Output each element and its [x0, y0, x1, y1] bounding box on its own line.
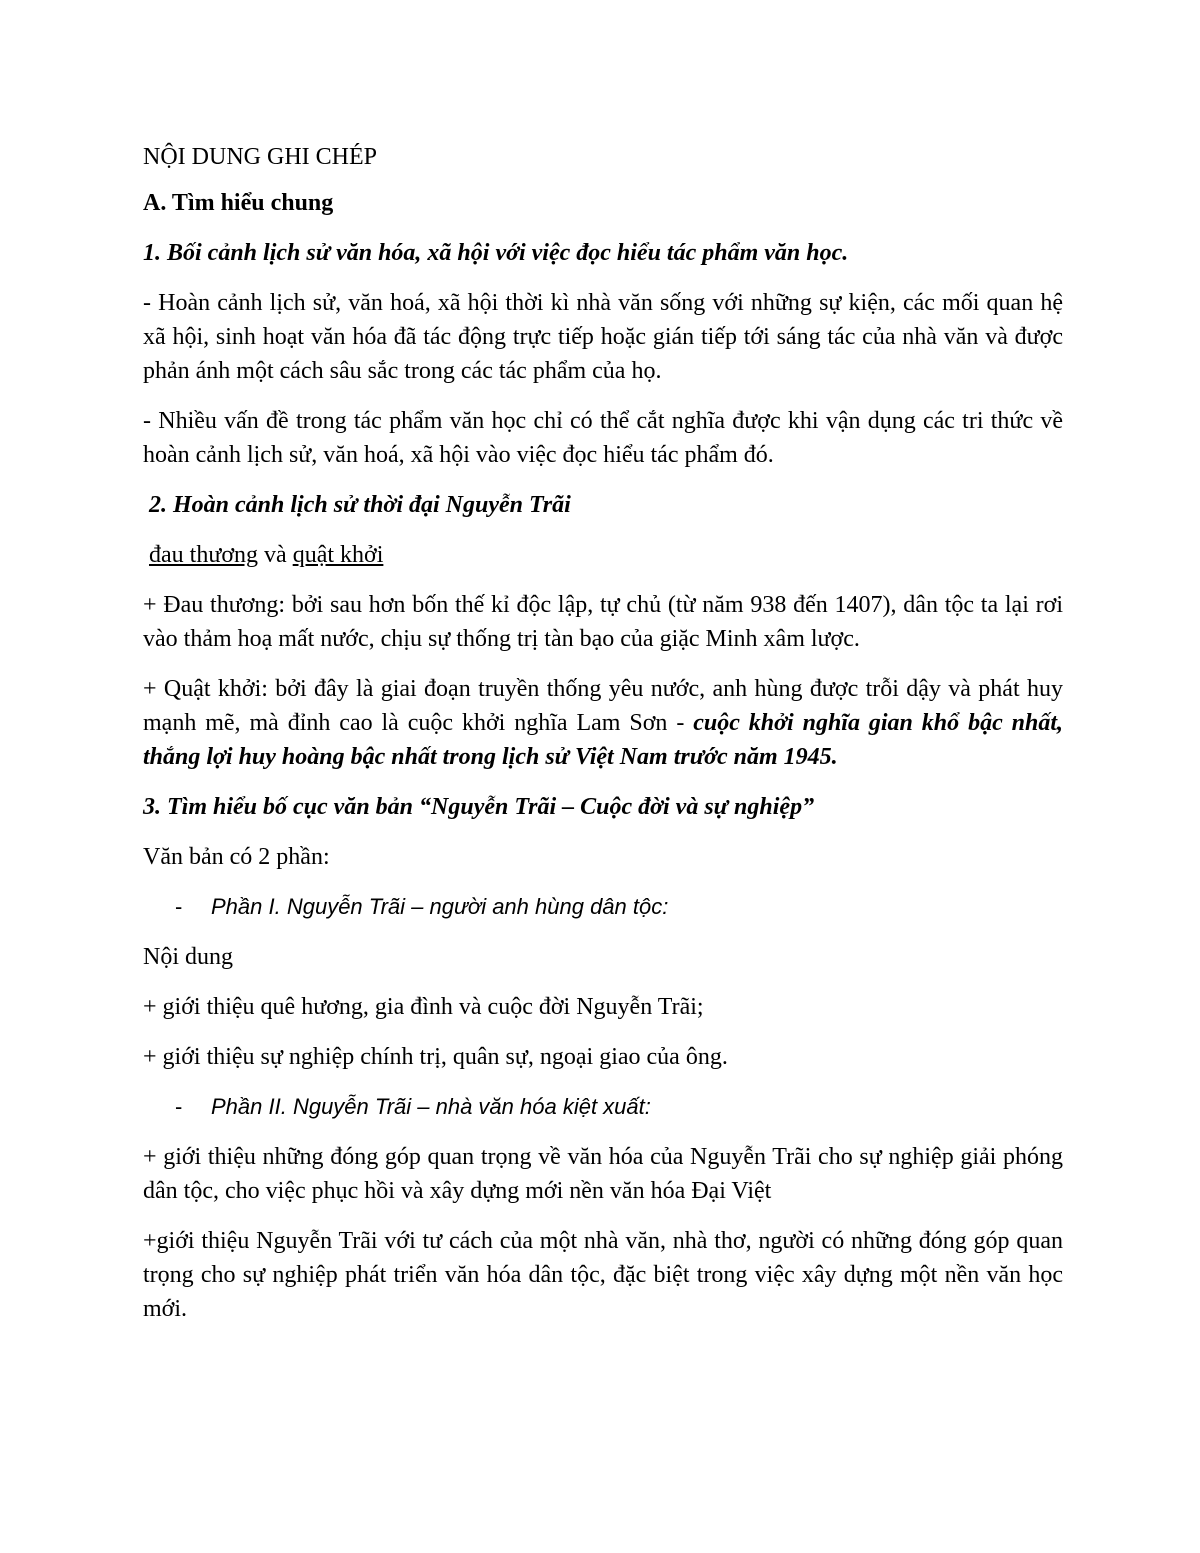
paragraph-6: Nội dung [143, 944, 233, 970]
section-a-heading: A. Tìm hiểu chung [143, 190, 334, 216]
paragraph-3: + Đau thương: bởi sau hơn bốn thế kỉ độc lập, tự chủ (từ năm 938 đến 1407), dân tộc ta lại rơi vào thảm hoạ mất nước, chịu sự thống trị tàn bạo của giặc Minh xâm lược. [143, 592, 1063, 652]
document-title: NỘI DUNG GHI CHÉP [143, 144, 377, 170]
heading-2: 2. Hoàn cảnh lịch sử thời đại Nguyễn Trãi [149, 492, 571, 518]
dash-bullet: - [175, 1094, 183, 1119]
keyword-connector: và [258, 542, 293, 568]
paragraph-4-text: + Quật khởi: bởi đây là giai đoạn truyền thống yêu nước, anh hùng được trỗi dậy và phát huy mạnh mẽ, mà đỉnh cao là cuộc khởi nghĩa Lam Sơn - [143, 676, 1063, 736]
dash-bullet: - [175, 894, 183, 919]
heading-3: 3. Tìm hiểu bố cục văn bản “Nguyễn Trãi – Cuộc đời và sự nghiệp” [143, 794, 815, 820]
part-1-item [143, 890, 1063, 924]
keyword-quat-khoi: quật khởi [292, 542, 384, 568]
part-2-item [143, 1090, 1063, 1124]
paragraph-4 [143, 672, 1063, 774]
paragraph-1: - Hoàn cảnh lịch sử, văn hoá, xã hội thời kì nhà văn sống với những sự kiện, các mối quan hệ xã hội, sinh hoạt văn hóa đã tác động trực tiếp hoặc gián tiếp tới sáng tác của nhà văn và được phản ánh một cách sâu sắc trong các tác phẩm của họ. [143, 290, 1063, 384]
keyword-dau-thuong: đau thương [149, 542, 259, 568]
paragraph-8: + giới thiệu sự nghiệp chính trị, quân sự, ngoại giao của ông. [143, 1044, 728, 1070]
paragraph-10: +giới thiệu Nguyễn Trãi với tư cách của một nhà văn, nhà thơ, người có những đóng góp quan trọng cho sự nghiệp phát triển văn hóa dân tộc, đặc biệt trong việc xây dựng một nền văn học mới. [143, 1228, 1063, 1322]
part-2-text: Phần II. Nguyễn Trãi – nhà văn hóa kiệt xuất: [211, 1094, 651, 1119]
heading-1: 1. Bối cảnh lịch sử văn hóa, xã hội với việc đọc hiểu tác phẩm văn học. [143, 240, 849, 266]
keywords-line [143, 538, 1063, 572]
paragraph-5: Văn bản có 2 phần: [143, 844, 330, 870]
paragraph-9: + giới thiệu những đóng góp quan trọng về văn hóa của Nguyễn Trãi cho sự nghiệp giải phóng dân tộc, cho việc phục hồi và xây dựng mới nền văn hóa Đại Việt [143, 1144, 1063, 1204]
document-page [143, 140, 1063, 1342]
paragraph-2: - Nhiều vấn đề trong tác phẩm văn học chỉ có thể cắt nghĩa được khi vận dụng các tri thức về hoàn cảnh lịch sử, văn hoá, xã hội vào việc đọc hiểu tác phẩm đó. [143, 408, 1063, 468]
part-1-text: Phần I. Nguyễn Trãi – người anh hùng dân tộc: [211, 894, 669, 919]
paragraph-4-emphasis: cuộc khởi nghĩa gian khổ bậc nhất, thắng lợi huy hoàng bậc nhất trong lịch sử Việt Nam trước năm 1945. [143, 710, 1063, 770]
paragraph-7: + giới thiệu quê hương, gia đình và cuộc đời Nguyễn Trãi; [143, 994, 704, 1020]
